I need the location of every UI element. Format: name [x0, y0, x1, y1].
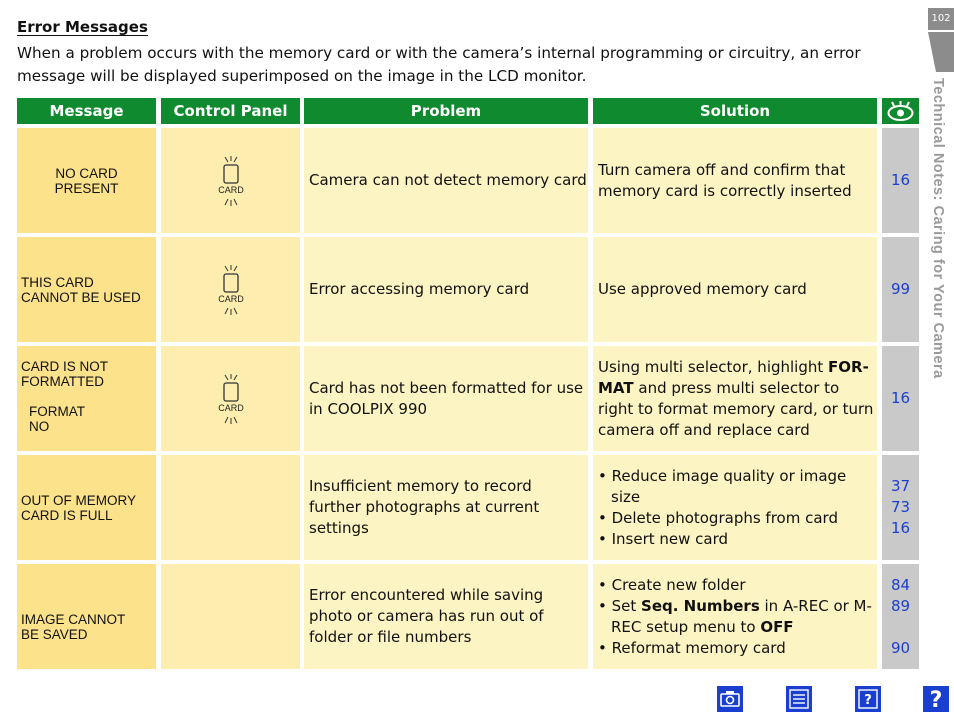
problem-cell: Insufficient memory to record further photographs at current settings: [304, 455, 588, 560]
format-keyword: FOR-MAT: [598, 357, 869, 397]
page-ref-link[interactable]: 16: [890, 171, 911, 189]
page-ref-link[interactable]: 37: [890, 477, 911, 495]
solution-bullet: • Reformat memory card: [598, 638, 786, 657]
page-ref-link[interactable]: 16: [890, 519, 911, 537]
problem-cell: Camera can not detect memory card: [304, 128, 588, 233]
table-row-message: NO CARD PRESENT: [17, 128, 156, 233]
page-ref-cell: [882, 237, 919, 342]
contents-icon[interactable]: [786, 686, 812, 712]
problem-cell: Error accessing memory card: [304, 237, 588, 342]
side-tab-shape: [924, 32, 954, 78]
page-ref-link[interactable]: 89: [890, 596, 911, 615]
card-blink-icon: [214, 264, 248, 316]
table-row-message: IMAGE CANNOT BE SAVED: [17, 564, 156, 669]
help-icon[interactable]: [923, 686, 949, 712]
solution-cell: [593, 564, 877, 669]
solution-cell: Use approved memory card: [593, 237, 877, 342]
page-ref-cell: [882, 564, 919, 669]
control-panel-cell: [161, 128, 300, 233]
page-ref-link[interactable]: 99: [890, 280, 911, 298]
table-row-message: THIS CARD CANNOT BE USED: [17, 237, 156, 342]
solution-cell: [593, 455, 877, 560]
svg-text:CARD: CARD: [217, 293, 244, 304]
control-panel-cell: [161, 455, 300, 560]
header-problem: Problem: [304, 98, 588, 124]
message-sub-label: FORMAT NO: [29, 404, 85, 434]
header-control-panel: Control Panel: [161, 98, 300, 124]
solution-bullet: • Set Seq. Numbers in A-REC or M-REC setup menu to OFF: [598, 596, 872, 636]
control-panel-cell: [161, 237, 300, 342]
problem-cell: Card has not been formatted for use in COOLPIX 990: [304, 346, 588, 451]
solution-cell: Using multi selector, highlight FOR-MAT and press multi selector to right to format memory card, or turn camera off and replace card: [593, 346, 877, 451]
card-blink-icon: [214, 373, 248, 425]
svg-text:?: ?: [929, 688, 943, 712]
page-title: Error Messages: [17, 18, 148, 36]
intro-paragraph: When a problem occurs with the memory card or with the camera’s internal programming or circuitry, an error message will be displayed superimposed on the image in the LCD monitor.: [17, 44, 861, 85]
header-solution: Solution: [593, 98, 877, 124]
page-ref-cell: [882, 346, 919, 451]
table-row-message: CARD IS NOT FORMATTED FORMAT NO: [17, 346, 156, 451]
solution-cell: Turn camera off and confirm that memory card is correctly inserted: [593, 128, 877, 233]
eye-icon: [882, 98, 919, 124]
side-tab-label: Technical Notes: Caring for Your Camera: [930, 78, 946, 379]
page-ref-cell: [882, 128, 919, 233]
svg-text:?: ?: [864, 693, 872, 708]
solution-bullet: • Insert new card: [598, 529, 729, 548]
solution-bullet: • Create new folder: [598, 575, 746, 594]
card-blink-icon: [214, 155, 248, 207]
page-number: 102: [928, 8, 954, 30]
page-ref-link[interactable]: 16: [890, 389, 911, 407]
header-message: Message: [17, 98, 156, 124]
page-ref-link[interactable]: 84: [890, 575, 911, 594]
camera-icon[interactable]: [717, 686, 743, 712]
solution-bullet: • Reduce image quality or image size: [598, 466, 847, 506]
solution-bullet: • Delete photographs from card: [598, 508, 838, 527]
table-row-message: OUT OF MEMORY CARD IS FULL: [17, 455, 156, 560]
svg-text:CARD: CARD: [217, 184, 244, 195]
glossary-icon[interactable]: [855, 686, 881, 712]
svg-text:CARD: CARD: [217, 402, 244, 413]
problem-cell: Error encountered while saving photo or camera has run out of folder or file numbers: [304, 564, 588, 669]
page-ref-link[interactable]: 73: [890, 498, 911, 516]
control-panel-cell: [161, 346, 300, 451]
control-panel-cell: [161, 564, 300, 669]
page-ref-cell: [882, 455, 919, 560]
page-ref-link[interactable]: 90: [890, 638, 911, 657]
